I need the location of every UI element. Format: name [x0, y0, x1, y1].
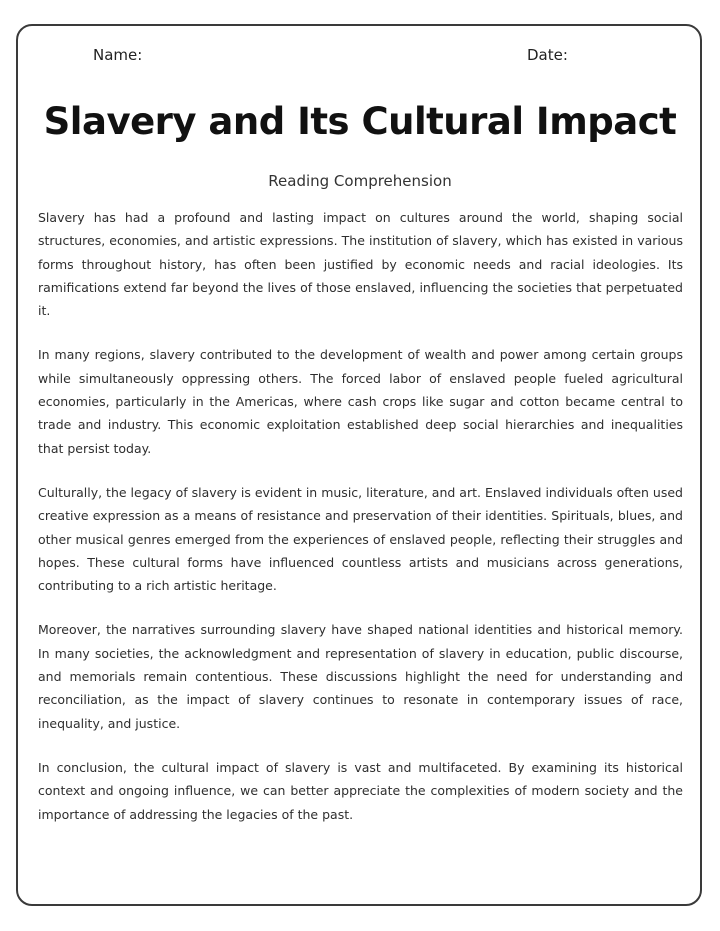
page-subtitle: Reading Comprehension [268, 172, 452, 190]
page-title: Slavery and Its Cultural Impact [43, 100, 677, 143]
paragraph-4: Moreover, the narratives surrounding slavery have shaped national identities and historical memory. In many societies, the acknowledgment and representation of slavery in education, public discourse, and memorials remain contentious. These discussions highlight the need for understanding and reconciliation, as the impact of slavery continues to resonate in contemporary issues of race, inequality, and justice. [38, 622, 683, 731]
paragraph-2: In many regions, slavery contributed to the development of wealth and power among certain groups while simultaneously oppressing others. The forced labor of enslaved people fueled agricultural economies, particularly in the Americas, where cash crops like sugar and cotton became central to trade and industry. This economic exploitation established deep social hierarchies and inequalities that persist today. [38, 347, 683, 456]
paragraph-5: In conclusion, the cultural impact of slavery is vast and multifaceted. By examining its historical context and ongoing influence, we can better appreciate the complexities of modern society and the importance of addressing the legacies of the past. [38, 759, 683, 822]
paragraph-3: Culturally, the legacy of slavery is evident in music, literature, and art. Enslaved individuals often used creative expression as a means of resistance and preservation of their identities. Spirituals, blues, and other musical genres emerged from the experiences of enslaved people, reflecting their struggles and hopes. These cultural forms have influenced countless artists and musicians across generations, contributing to a rich artistic heritage. [38, 484, 683, 594]
date-label: Date: [527, 46, 568, 64]
paragraph-1: Slavery has had a profound and lasting impact on cultures around the world, shaping social structures, economies, and artistic expressions. The institution of slavery, which has existed in various forms throughout history, has often been justified by economic needs and racial ideologies. Its ramifications extend far beyond the lives of those enslaved, influencing the societies that perpetuated it. [38, 210, 683, 319]
name-label: Name: [93, 46, 143, 64]
reading-passage [38, 206, 683, 847]
